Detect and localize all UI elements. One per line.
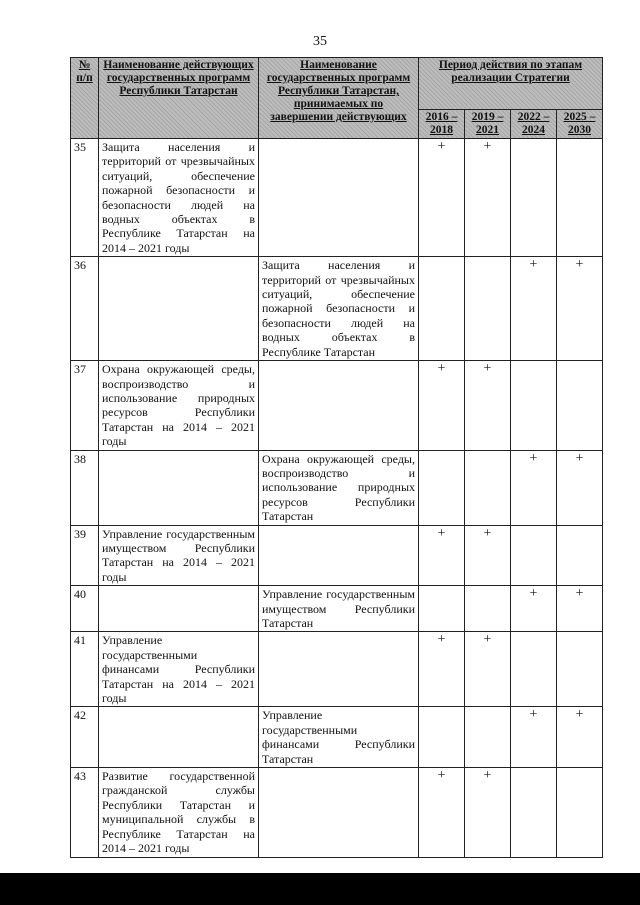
header-period-2022-2024: 2022 – 2024	[511, 110, 557, 139]
period-mark: +	[511, 586, 557, 632]
current-program-name: Управление государственным имуществом Республики Татарстан на 2014 – 2021 годы	[99, 525, 259, 586]
table-row	[71, 586, 603, 632]
period-mark	[557, 525, 603, 586]
table-body	[71, 139, 603, 858]
current-program-name	[99, 257, 259, 361]
header-new-programs: Наименование государственных программ Республики Татарстан, принимаемых по завершении действующих	[259, 58, 419, 139]
period-mark: +	[419, 525, 465, 586]
current-program-name	[99, 586, 259, 632]
period-mark	[511, 139, 557, 257]
row-number: 41	[71, 632, 99, 707]
period-mark	[511, 768, 557, 857]
period-mark: +	[465, 632, 511, 707]
period-mark: +	[557, 450, 603, 525]
new-program-name	[259, 632, 419, 707]
row-number: 43	[71, 768, 99, 857]
period-mark: +	[511, 450, 557, 525]
row-number: 40	[71, 586, 99, 632]
table-row	[71, 632, 603, 707]
period-mark	[511, 361, 557, 450]
new-program-name: Защита населения и территорий от чрезвычайных ситуаций, обеспечение пожарной безопасности и безопасности людей на водных объектах в Республике Татарстан	[259, 257, 419, 361]
current-program-name	[99, 450, 259, 525]
period-mark	[465, 586, 511, 632]
row-number: 37	[71, 361, 99, 450]
row-number: 39	[71, 525, 99, 586]
current-program-name: Защита населения и территорий от чрезвычайных ситуаций, обеспечение пожарной безопасности и безопасности людей на водных объектах в Республике Татарстан на 2014 – 2021 годы	[99, 139, 259, 257]
period-mark: +	[465, 139, 511, 257]
table-row	[71, 257, 603, 361]
table-row	[71, 361, 603, 450]
header-period-2025-2030: 2025 – 2030	[557, 110, 603, 139]
period-mark: +	[557, 586, 603, 632]
period-mark	[557, 768, 603, 857]
header-period-2016-2018: 2016 – 2018	[419, 110, 465, 139]
period-mark	[419, 450, 465, 525]
table-row	[71, 768, 603, 857]
table-row	[71, 707, 603, 768]
period-mark: +	[419, 768, 465, 857]
new-program-name: Охрана окружающей среды, воспроизводство и использование природных ресурсов Республики Татарстан	[259, 450, 419, 525]
current-program-name: Охрана окружающей среды, воспроизводство и использование природных ресурсов Республики Татарстан на 2014 – 2021 годы	[99, 361, 259, 450]
scan-bottom-edge	[0, 873, 640, 905]
period-mark: +	[557, 257, 603, 361]
period-mark	[419, 586, 465, 632]
header-number: № п/п	[71, 58, 99, 139]
state-programs-table	[70, 57, 603, 858]
current-program-name: Развитие государственной гражданской службы Республики Татарстан и муниципальной службы в Республике Татарстан на 2014 – 2021 годы	[99, 768, 259, 857]
new-program-name: Управление государственными финансами Республики Татарстан	[259, 707, 419, 768]
period-mark: +	[465, 768, 511, 857]
period-mark: +	[419, 632, 465, 707]
period-mark: +	[465, 525, 511, 586]
period-mark	[557, 632, 603, 707]
table-row	[71, 139, 603, 257]
new-program-name	[259, 361, 419, 450]
table-row	[71, 450, 603, 525]
period-mark: +	[511, 707, 557, 768]
period-mark: +	[465, 361, 511, 450]
row-number: 36	[71, 257, 99, 361]
header-period-2019-2021: 2019 – 2021	[465, 110, 511, 139]
header-period-group: Период действия по этапам реализации Стратегии	[419, 58, 603, 110]
period-mark: +	[419, 139, 465, 257]
period-mark: +	[419, 361, 465, 450]
period-mark: +	[511, 257, 557, 361]
row-number: 38	[71, 450, 99, 525]
header-current-programs: Наименование действующих государственных программ Республики Татарстан	[99, 58, 259, 139]
current-program-name	[99, 707, 259, 768]
new-program-name	[259, 139, 419, 257]
new-program-name: Управление государственным имуществом Республики Татарстан	[259, 586, 419, 632]
period-mark	[557, 139, 603, 257]
page-number: 35	[313, 34, 327, 49]
period-mark	[465, 707, 511, 768]
period-mark	[511, 632, 557, 707]
period-mark	[419, 707, 465, 768]
table-row	[71, 525, 603, 586]
period-mark	[465, 450, 511, 525]
row-number: 35	[71, 139, 99, 257]
new-program-name	[259, 525, 419, 586]
current-program-name: Управление государственными финансами Республики Татарстан на 2014 – 2021 годы	[99, 632, 259, 707]
period-mark	[557, 361, 603, 450]
period-mark	[465, 257, 511, 361]
period-mark	[511, 525, 557, 586]
new-program-name	[259, 768, 419, 857]
row-number: 42	[71, 707, 99, 768]
period-mark: +	[557, 707, 603, 768]
period-mark	[419, 257, 465, 361]
